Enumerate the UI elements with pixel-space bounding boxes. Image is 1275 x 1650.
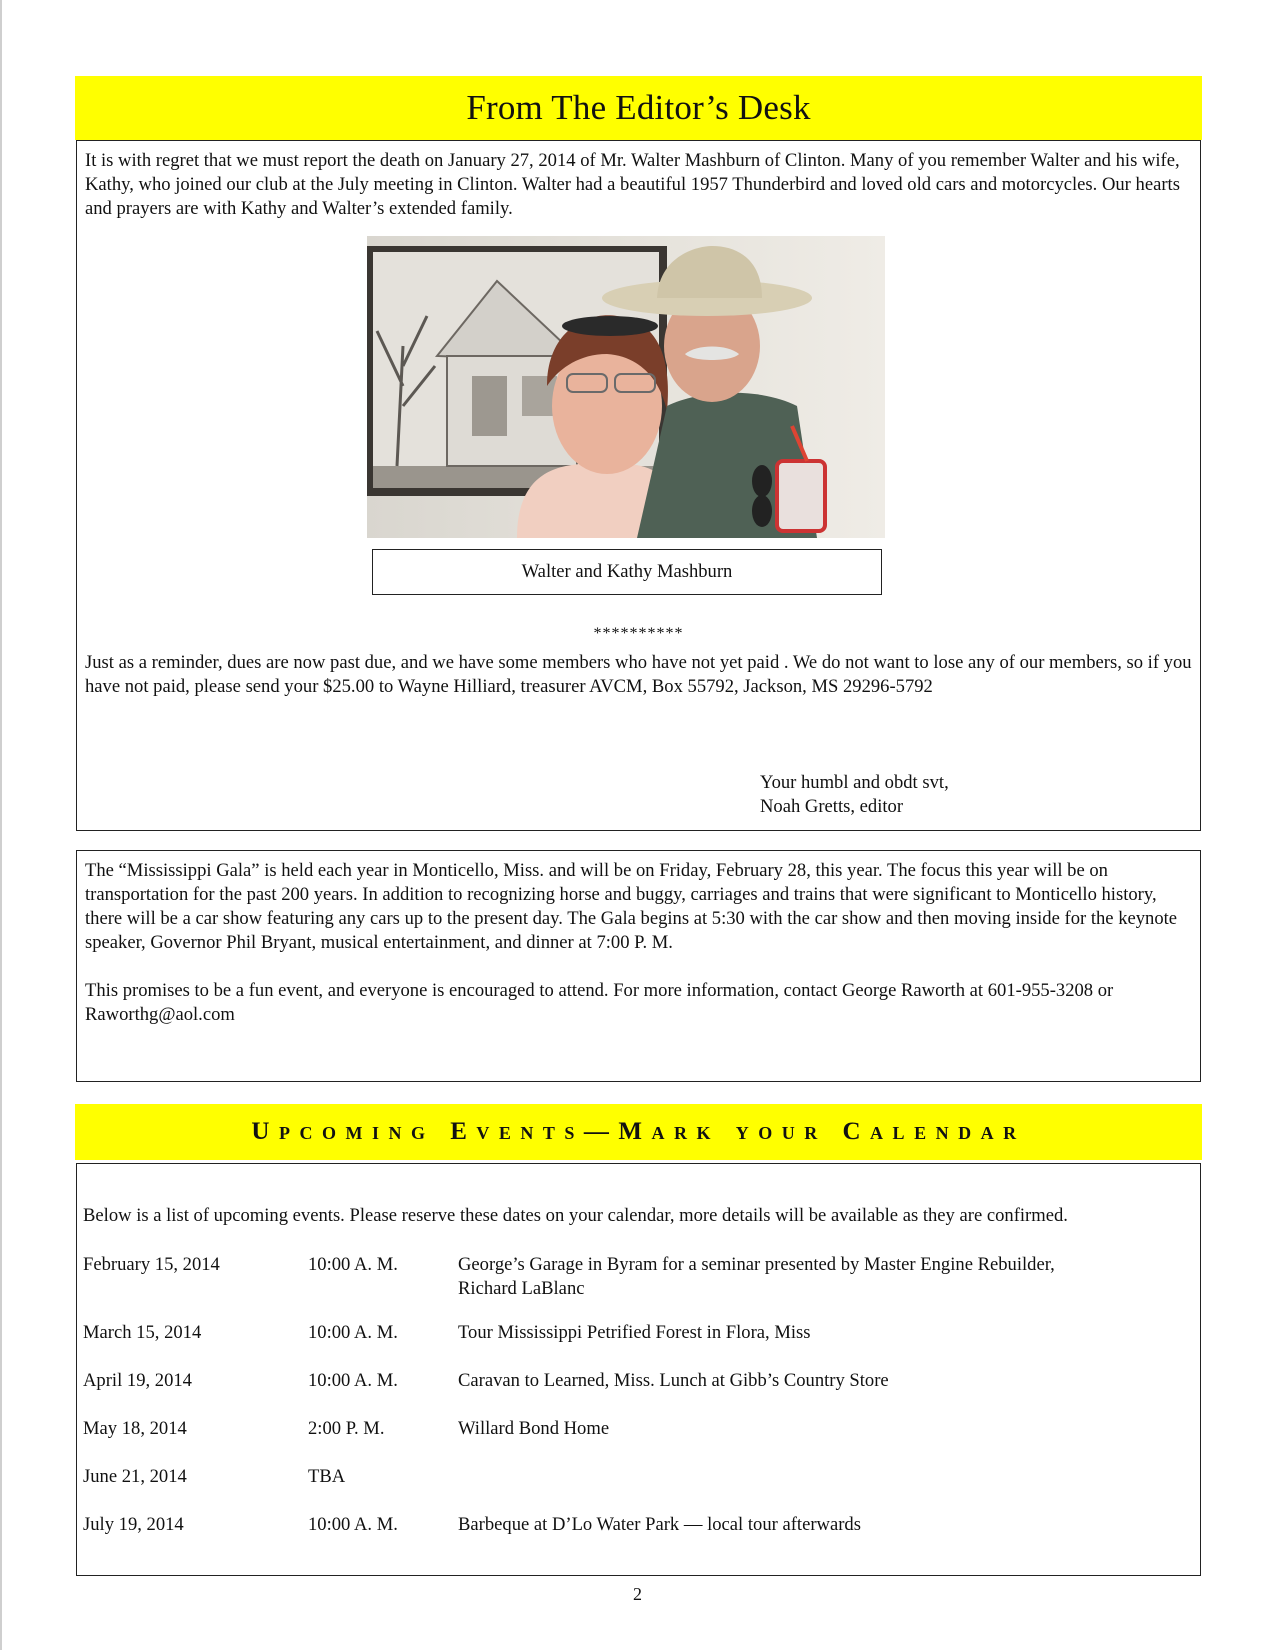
event-date: April 19, 2014 [83,1370,192,1391]
event-date: February 15, 2014 [83,1254,220,1275]
gala-paragraph-2: This promises to be a fun event, and everyone is encouraged to attend. For more information, contact George Raworth at 601-955-3208 or Raworthg@aol.com [85,980,1114,1025]
event-time: 2:00 P. M. [308,1418,385,1439]
event-date: May 18, 2014 [83,1418,187,1439]
event-time: 10:00 A. M. [308,1254,398,1275]
event-description: Willard Bond Home [458,1418,610,1439]
events-box [76,1163,1201,1576]
editor-banner [75,76,1202,140]
editor-signoff [760,771,1160,819]
event-description: Tour Mississippi Petrified Forest in Flora, Miss [458,1322,811,1343]
page-number: 2 [633,1584,642,1604]
events-banner [75,1104,1202,1160]
separator-stars: ********** [593,625,684,642]
obituary-paragraph: It is with regret that we must report the death on January 27, 2014 of Mr. Walter Mashburn of Clinton. Many of you remember Walter and his wife, Kathy, who joined our club at the July meeting in Clinton. Walter had a beautiful 1957 Thunderbird and loved old cars and motorcycles. Our hearts and prayers are with Kathy and Walter’s extended family. [85,150,1180,219]
memorial-photo [367,236,885,538]
event-time: 10:00 A. M. [308,1322,398,1343]
event-time: TBA [308,1466,346,1487]
event-description: George’s Garage in Byram for a seminar presented by Master Engine Rebuilder, Richard LaBlanc [458,1254,1055,1299]
event-date: July 19, 2014 [83,1514,184,1535]
events-title: Upcoming Events—Mark your Calendar [251,1118,1026,1145]
photo-caption: Walter and Kathy Mashburn [372,549,882,595]
event-description: Caravan to Learned, Miss. Lunch at Gibb’s Country Store [458,1370,889,1391]
events-intro: Below is a list of upcoming events. Please reserve these dates on your calendar, more details will be available as they are confirmed. [83,1205,1068,1226]
event-date: June 21, 2014 [83,1466,187,1487]
dues-reminder-paragraph: Just as a reminder, dues are now past due, and we have some members who have not yet paid . We do not want to lose any of our members, so if you have not paid, please send your $25.00 to Wayne Hilliard, treasurer AVCM, Box 55792, Jackson, MS 29296-5792 [85,652,1192,697]
event-description: Barbeque at D’Lo Water Park — local tour afterwards [458,1514,861,1535]
event-date: March 15, 2014 [83,1322,202,1343]
editor-box [76,140,1201,831]
gala-box [76,850,1201,1082]
event-time: 10:00 A. M. [308,1514,398,1535]
gala-paragraph-1: The “Mississippi Gala” is held each year in Monticello, Miss. and will be on Friday, February 28, this year. The focus this year will be on transportation for the past 200 years. In addition to recognizing horse and buggy, carriages and trains that were significant to Monticello history, there will be a car show featuring any cars up to the present day. The Gala begins at 5:30 with the car show and then moving inside for the keynote speaker, Governor Phil Bryant, musical entertainment, and dinner at 7:00 P. M. [85,860,1178,953]
editor-title: From The Editor’s Desk [466,88,811,127]
page-edge [0,0,2,1650]
signoff-line-1: Your humbl and obdt svt, [760,772,949,793]
event-time: 10:00 A. M. [308,1370,398,1391]
signoff-line-2: Noah Gretts, editor [760,796,904,817]
